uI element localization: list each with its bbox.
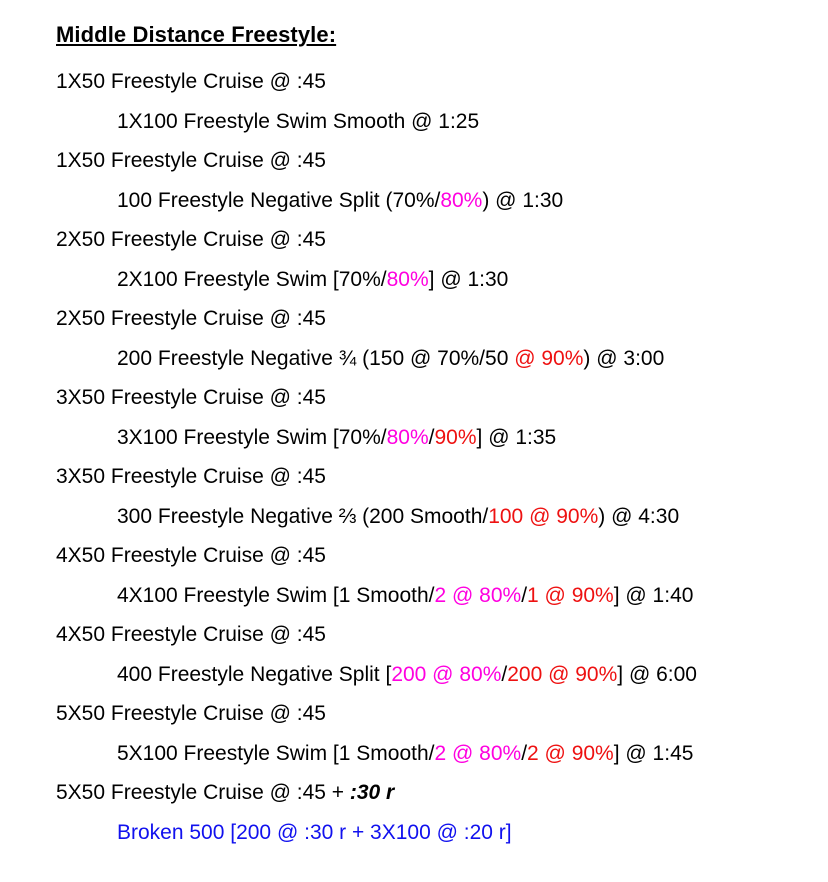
workout-text-segment: / — [521, 741, 528, 765]
workout-text-segment: 80% — [386, 267, 429, 291]
page-title: Middle Distance Freestyle: — [56, 22, 337, 47]
workout-text-segment: 5X100 Freestyle Swim [1 Smooth/ — [117, 741, 435, 765]
workout-text-segment: 1X100 Freestyle Swim Smooth @ 1:25 — [117, 109, 480, 133]
workout-line — [56, 536, 828, 576]
workout-line — [56, 181, 828, 221]
workout-line — [56, 220, 828, 260]
workout-text-segment: 2X100 Freestyle Swim [70%/ — [117, 267, 387, 291]
workout-text-segment: 1 @ 90% — [527, 583, 614, 607]
workout-line — [56, 813, 828, 853]
workout-line — [56, 299, 828, 339]
workout-line — [56, 418, 828, 458]
workout-text-segment: :30 r — [349, 781, 395, 804]
workout-text-segment: ] @ 1:30 — [428, 267, 509, 291]
workout-text-segment: 2 @ 90% — [527, 741, 614, 765]
workout-line — [56, 339, 828, 379]
workout-text-segment: ) @ 4:30 — [598, 504, 680, 528]
workout-line — [56, 457, 828, 497]
workout-text-segment: ] @ 1:35 — [476, 425, 557, 449]
workout-line — [56, 615, 828, 655]
workout-line — [56, 378, 828, 418]
workout-text-segment: 2X50 Freestyle Cruise @ :45 — [56, 307, 326, 330]
workout-text-segment: / — [428, 425, 435, 449]
workout-text-segment: 90% — [434, 425, 477, 449]
workout-text-segment: 100 @ 90% — [488, 504, 599, 528]
workout-line — [56, 576, 828, 616]
workout-text-segment: ) @ 3:00 — [583, 346, 665, 370]
workout-text-segment: 3X50 Freestyle Cruise @ :45 — [56, 386, 326, 409]
workout-text-segment: ] @ 1:40 — [613, 583, 694, 607]
workout-text-segment: 4X50 Freestyle Cruise @ :45 — [56, 623, 326, 646]
workout-text-segment: ) @ 1:30 — [482, 188, 564, 212]
workout-text-segment: 2 @ 80% — [434, 583, 522, 607]
workout-text-segment: Broken 500 [200 @ :30 r + 3X100 @ :20 r] — [117, 820, 512, 844]
workout-line — [56, 655, 828, 695]
workout-line — [56, 102, 828, 142]
workout-text-segment: 3X100 Freestyle Swim [70%/ — [117, 425, 387, 449]
workout-text-segment: 200 Freestyle Negative ¾ (150 @ 70%/50 — [117, 346, 515, 370]
workout-text-segment: 4X100 Freestyle Swim [1 Smooth/ — [117, 583, 435, 607]
workout-text-segment: ] @ 1:45 — [613, 741, 694, 765]
workout-text-segment: / — [521, 583, 528, 607]
workout-text-segment: 80% — [440, 188, 483, 212]
workout-text-segment: 200 @ 90% — [507, 662, 618, 686]
workout-line — [56, 497, 828, 537]
workout-text-segment: 1X50 Freestyle Cruise @ :45 — [56, 70, 326, 93]
workout-text-segment: 400 Freestyle Negative Split [ — [117, 662, 392, 686]
workout-line — [56, 141, 828, 181]
workout-line — [56, 62, 828, 102]
workout-line — [56, 734, 828, 774]
workout-text-segment: 3X50 Freestyle Cruise @ :45 — [56, 465, 326, 488]
workout-line — [56, 260, 828, 300]
workout-text-segment: 5X50 Freestyle Cruise @ :45 — [56, 702, 326, 725]
workout-text-segment: 100 Freestyle Negative Split (70%/ — [117, 188, 441, 212]
workout-text-segment: @ 90% — [514, 346, 584, 370]
workout-text-segment: 300 Freestyle Negative ⅔ (200 Smooth/ — [117, 504, 489, 528]
workout-line — [56, 694, 828, 734]
workout-line — [56, 773, 828, 813]
workout-text-segment: 5X50 Freestyle Cruise @ :45 + — [56, 781, 350, 804]
workout-text-segment: 2X50 Freestyle Cruise @ :45 — [56, 228, 326, 251]
workout-text-segment: 4X50 Freestyle Cruise @ :45 — [56, 544, 326, 567]
workout-text-segment: 1X50 Freestyle Cruise @ :45 — [56, 149, 326, 172]
workout-text-segment: ] @ 6:00 — [617, 662, 697, 686]
workout-text-segment: / — [501, 662, 508, 686]
workout-text-segment: 2 @ 80% — [434, 741, 522, 765]
workout-text-segment: 200 @ 80% — [391, 662, 502, 686]
workout-text-segment: 80% — [386, 425, 429, 449]
workout-line-list — [56, 62, 828, 852]
